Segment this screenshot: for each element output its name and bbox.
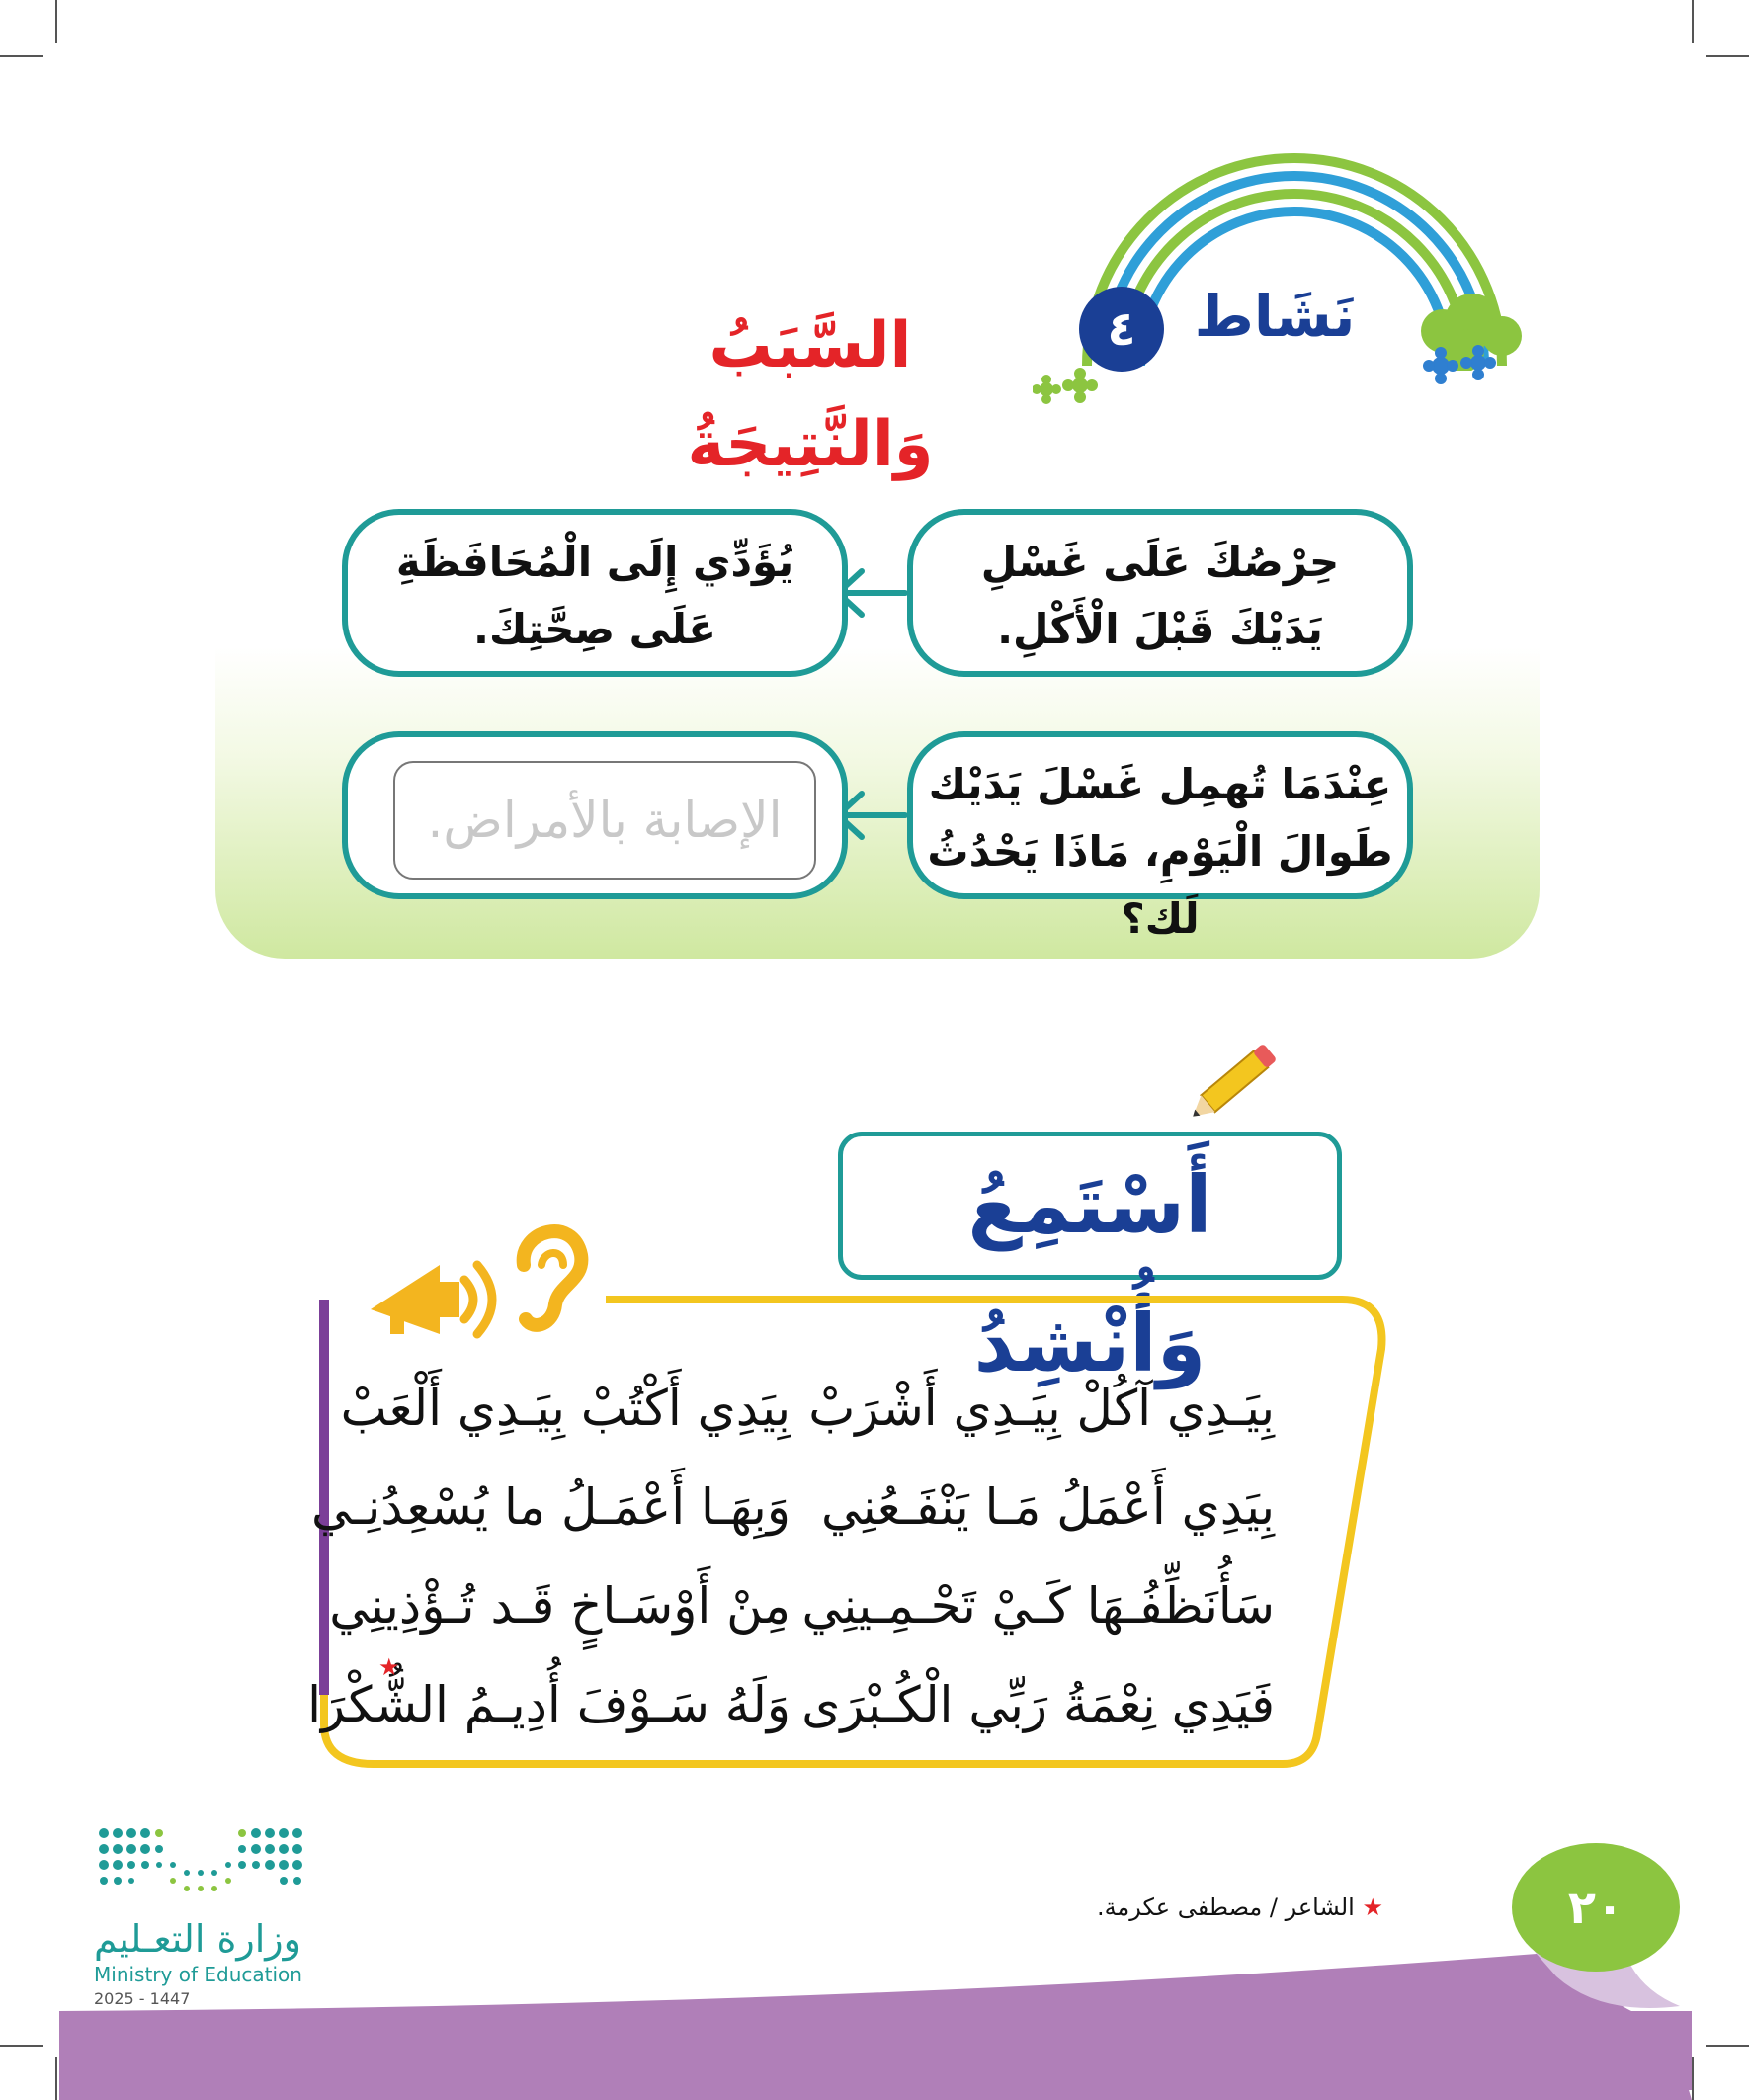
crop-mark (1706, 55, 1749, 57)
section-title: أَسْتَمِعُ وَأُنْشِدُ (838, 1132, 1342, 1280)
flower-icon (1423, 341, 1502, 390)
crop-mark (1692, 0, 1694, 43)
answer-field[interactable]: الإصابة بالأمراض. (393, 761, 816, 880)
activity-number-badge: ٤ (1079, 287, 1164, 372)
crop-mark (0, 55, 43, 57)
ministry-logo-icon (94, 1823, 311, 1907)
question-bubble (907, 731, 1413, 943)
flower-icon (1033, 368, 1102, 407)
poem-verse-left: وَبِهَـا أَعْمَـلُ ما يُسْعِدُنِـي (311, 1478, 791, 1536)
footer-band-fill (59, 2011, 1692, 2090)
ministry-name-en: Ministry of Education (94, 1963, 302, 1986)
cause-bubble (907, 509, 1413, 677)
poem-verse-right: فَيَدِي نِعْمَةُ رَبِّي الْكُـبْرَى (801, 1676, 1275, 1733)
activity-title: السَّبَبُ وَالنَّتِيجَةُ (687, 309, 934, 481)
poem-verse-left: بِيَدِي أَكْتُبْ بِيَـدِي أَلْعَبْ (340, 1380, 791, 1437)
poem-verse-left: وَلَهُ سَـوْفَ أُدِيـمُ الشُّكْرَا (307, 1676, 791, 1733)
question-line: عِنْدَمَا تُهمِل غَسْلَ يَدَيْك (928, 760, 1392, 808)
poet-name: الشاعر / مصطفى عكرمة. (1096, 1893, 1355, 1921)
poem-verse-right: بِيَـدِي آكُلْ بِيَـدِي أَشْرَبْ (808, 1380, 1275, 1437)
activity-label: نَشَاط (1194, 283, 1356, 350)
effect-bubble (342, 509, 848, 677)
crop-mark (55, 0, 57, 43)
poem-verse-right: بِيَدِي أَعْمَلُ مَـا يَنْفَـعُنِي (820, 1478, 1275, 1536)
question-line: طَوالَ الْيَوْمِ، مَاذَا يَحْدُثُ لَك؟ (927, 827, 1393, 943)
page-number: ٢٠ (1512, 1843, 1680, 1972)
ministry-name-ar: وزارة التعـليم (94, 1917, 302, 1961)
star-marker: ★ (1362, 1893, 1383, 1921)
cause-line: حِرْصُكَ عَلَى غَسْلِ (980, 538, 1340, 586)
pencil-icon (1181, 1033, 1290, 1132)
star-marker: ★ (378, 1653, 400, 1681)
poem-verse-right: سَأُنَظِّفُـهَا كَـيْ تَحْـمِـينِي (801, 1577, 1275, 1635)
effect-line: عَلَى صِحَّتِكَ. (472, 605, 716, 653)
cause-line: يَدَيْكَ قَبْلَ الْأَكْلِ. (997, 605, 1323, 653)
edition-year: 2025 - 1447 (94, 1989, 191, 2008)
poem-verse-left: مِنْ أَوْسَـاخٍ قَـد تُـؤْذِينِي (329, 1577, 791, 1635)
effect-line: يُؤَدِّي إِلَى الْمُحَافَظَةِ (395, 538, 794, 586)
